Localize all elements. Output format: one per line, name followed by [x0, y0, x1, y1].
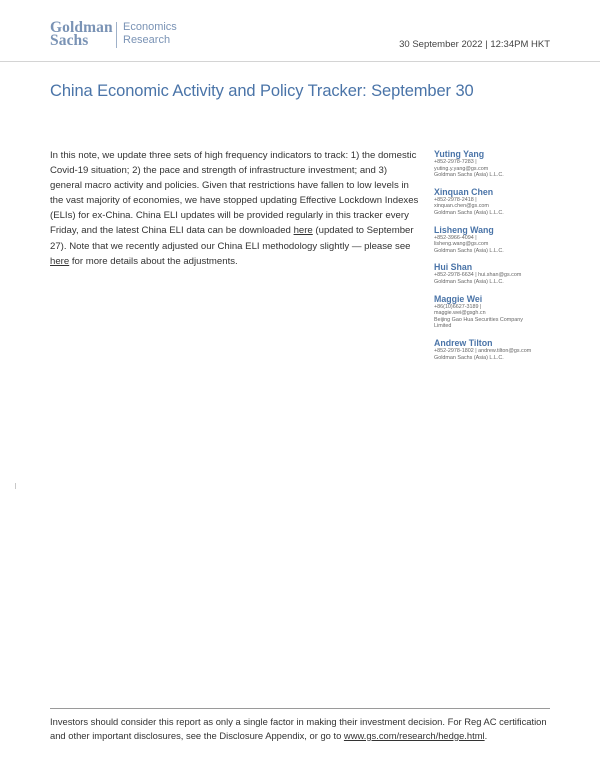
author-name: Andrew Tilton [434, 337, 493, 348]
author-name: Lisheng Wang [434, 224, 494, 235]
author-firm: Goldman Sachs (Asia) L.L.C. [434, 172, 504, 179]
division-line-1: Economics [123, 21, 177, 33]
author-firm: Goldman Sachs (Asia) L.L.C. [434, 247, 504, 254]
author-firm: Goldman Sachs (Asia) L.L.C. [434, 209, 504, 216]
report-header [0, 0, 600, 62]
margin-mark [15, 483, 16, 489]
author-card [434, 294, 574, 330]
header-divider [0, 61, 600, 62]
summary-text-1: In this note, we update three sets of high frequency indicators to track: 1) the domestic Covid-19 situation; 2) the pace and strength of infrastructure investment; and 3) general macro activity and policies. Given that restrictions have fallen to low levels in the vast majority of economies, we have stopped updating Effective Lockdown Indexes (ELIs) for ex-China. China ELI updates will be provided regularly in this tracker every Friday, and the latest China ELI data can be downloaded [50, 150, 419, 237]
summary-text-3: for more details about the adjustments. [69, 255, 238, 267]
author-list [434, 149, 574, 369]
author-card [434, 262, 574, 285]
author-card [434, 149, 574, 179]
author-name: Maggie Wei [434, 293, 483, 304]
author-email[interactable]: xinquan.chen@gs.com [434, 203, 489, 210]
logo-divider [116, 22, 117, 48]
summary-text-2: (updated to September 27). Note that we recently adjusted our China ELI methodology slightly — please see [50, 225, 414, 252]
author-phone-email[interactable]: +852-2978-6634 | hui.shan@gs.com [434, 272, 522, 279]
author-phone: +852-2978-7283 | [434, 159, 477, 165]
author-email[interactable]: maggie.wei@gsgh.cn [434, 310, 486, 317]
author-firm: Beijing Gao Hua Securities Company Limited [434, 316, 523, 330]
report-title: China Economic Activity and Policy Tracker: September 30 [50, 82, 474, 100]
eli-data-download-link[interactable]: here [293, 225, 313, 237]
methodology-link[interactable]: here [50, 255, 70, 267]
author-phone: +852-2978-2418 | [434, 196, 477, 203]
author-card [434, 225, 574, 255]
summary-paragraph [50, 148, 420, 269]
logo-line-2: Sachs [50, 32, 89, 49]
author-name: Hui Shan [434, 262, 473, 273]
author-phone: +852-3966-4094 | [434, 234, 477, 241]
report-date: 30 September 2022 | 12:34PM HKT [399, 39, 550, 50]
disclosure-end: . [484, 729, 488, 741]
footer-divider [50, 708, 550, 709]
logo-wordmark [50, 21, 116, 47]
division-name [123, 21, 193, 46]
author-card [434, 338, 574, 361]
author-name: Xinquan Chen [434, 186, 494, 197]
author-firm: Goldman Sachs (Asia) L.L.C. [434, 354, 504, 361]
author-phone-email[interactable]: +852-2978-1802 | andrew.tilton@gs.com [434, 347, 532, 354]
author-email[interactable]: yuting.y.yang@gs.com [434, 165, 489, 172]
author-name: Yuting Yang [434, 149, 485, 159]
author-phone: +86(10)6627-3189 | [434, 303, 482, 310]
author-firm: Goldman Sachs (Asia) L.L.C. [434, 278, 504, 285]
disclosure-text: Investors should consider this report as only a single factor in making their investment decision. For Reg AC certification and other important disclosures, see the Disclosure Appendix, or go to [50, 716, 547, 741]
division-line-2: Research [123, 33, 171, 46]
author-card [434, 187, 574, 217]
author-email[interactable]: lisheng.wang@gs.com [434, 241, 489, 248]
disclosure-link[interactable]: www.gs.com/research/hedge.html [343, 729, 485, 741]
disclosure-footer [50, 715, 550, 742]
logo-line-1: Goldman [50, 19, 113, 36]
